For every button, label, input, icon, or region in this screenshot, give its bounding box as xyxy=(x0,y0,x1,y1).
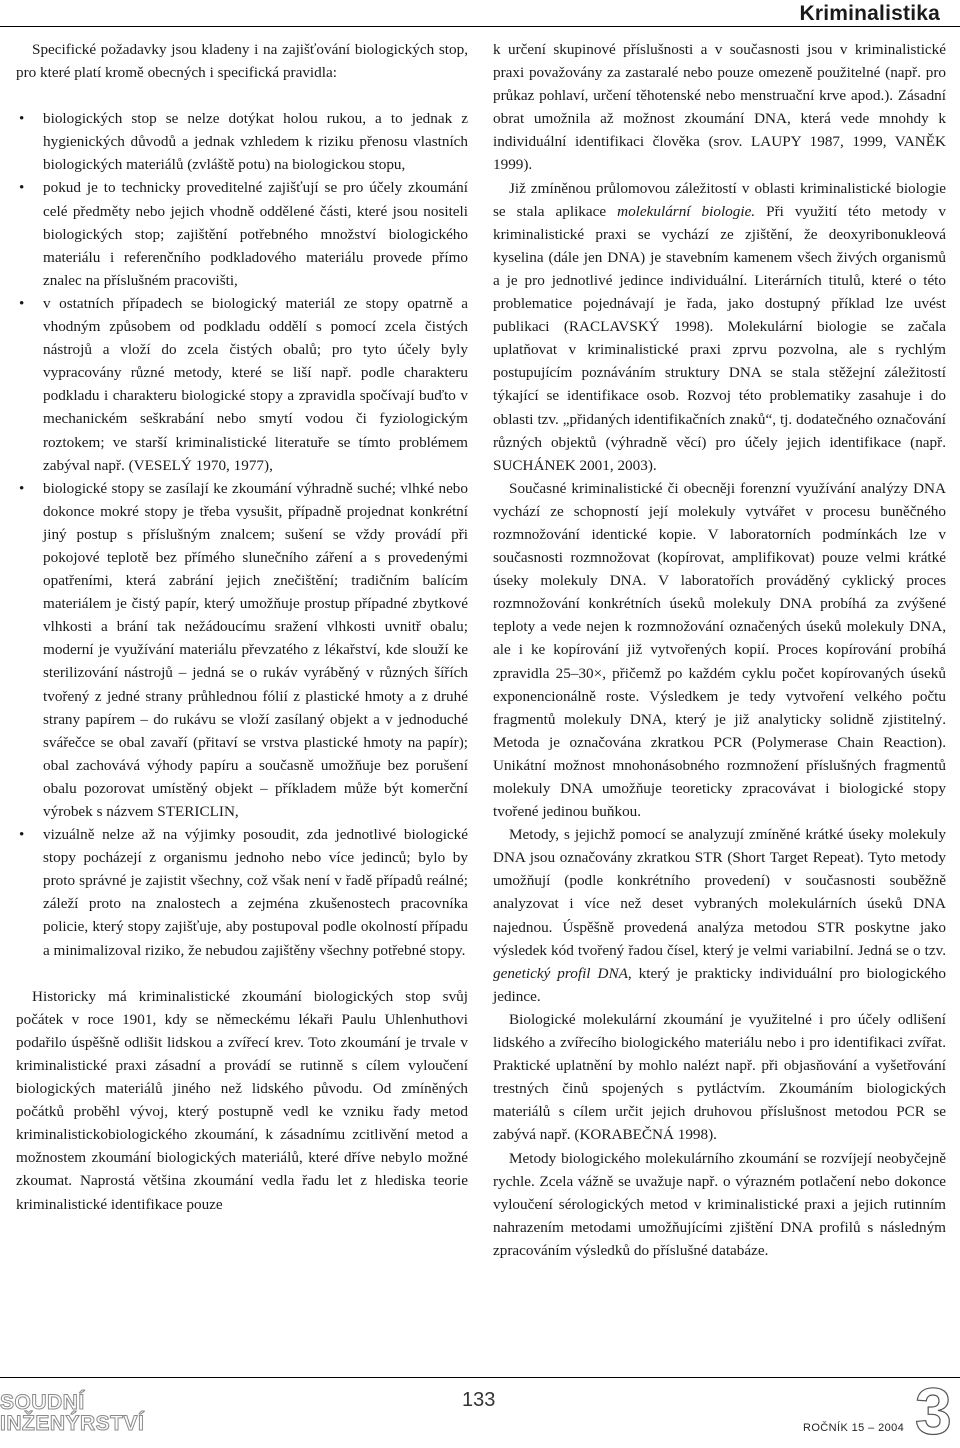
page-number: 133 xyxy=(462,1389,496,1411)
history-paragraph: Historicky má kriminalistické zkoumání biologických stop svůj počátek v roce 1901, kdy se německému lékaři Paulu Uhlenhuthovi podařilo úspěšně odlišit lidskou a zvířecí krev. Toto zkoumání je trvale v kriminalistické praxi zásadní a provádí se rutinně s cílem vyloučení biologických materiálů jiného než lidského původu. Od zmíněných počátků proběhl vývoj, který postupně vedl ke vzniku řady metod kriminalistickobiologického zkoumání, k zásadnímu zcitlivění metod a možnostem zkoumání biologických materiálů, které dříve nebylo možné zkoumat. Naprostá většina zkoumání vedla řadu let z hlediska teorie kriminalistické identifikace pouze xyxy=(16,987,468,1213)
paragraph-continuation: k určení skupinové příslušnosti a v současnosti jsou v kriminalistické praxi považovány za zastaralé nebo pouze omezeně použitelné (např. pro průkaz pohlaví, určení těhotenské nebo menstruační krve apod.). Zásadní obrat umožnila až možnost zkoumání DNA, která vede mnohdy k individuální identifikaci člověka (srov. LAUPY 1987, 1999, VANĚK 1999). xyxy=(493,41,946,174)
paragraph-species: Biologické molekulární zkoumání je využitelné i pro účely odlišení lidského a zvířecího biologického materiálu nebo i pro identifikaci zvířat. Praktické uplatnění by mohlo nalézt např. při objasňování a vyšetřování trestných činů spojených s pytláctvím. Zkoumáním biologických materiálů s cílem určit jejich druhovou příslušnost metodou PCR se zabývá např. (KORABEČNÁ 1998). xyxy=(493,1010,946,1144)
right-column xyxy=(493,38,946,1262)
list-item: • biologické stopy se zasílají ke zkoumání výhradně suché; vlhké nebo dokonce mokré stopy je třeba vysušit, případně projednat konkrétní jiný postup s příslušným znalcem; sušení se vždy provádí při pokojové teplotě bez přímého slunečního záření a s provedenými opatřeními, která zabrání jejich znečištění; tradičním balícím materiálem je čistý papír, který umožňuje prostup případné zbytkové vlhkosti a brání tak nežádoucímu sražení vlhkosti uvnitř obalu; moderní je využívání materiálu převzatého z lékařství, kde slouží ke sterilizování nástrojů – jedná se o rukáv vyráběný v různých šířích tvořený z jedné strany průhlednou fólií z plastické hmoty a z druhé strany papírem – do rukávu se vloží zasílaný objekt a v jednoduché svářečce se obal zavaří (přitaví se vrstva plastické hmoty na papír); obal zachovává výhody papíru a současně umožňuje bez porušení obalu pozorovat umístěný objekt – příkladem může být komerční výrobek s názvem STERICLIN, xyxy=(16,477,468,823)
list-item: • pokud je to technicky proveditelné zajišťují se pro účely zkoumání celé předměty nebo jejich vhodně oddělené části, které jsou nositeli biologických stop; zajištění potřebného množství biologického materiálu i referenčního podkladového materiálu provede přímo znalec na příslušném pracovišti, xyxy=(16,176,468,291)
emphasis-term: genetický profil DNA xyxy=(493,964,628,982)
requirements-list xyxy=(16,107,468,961)
emphasis-term: molekulární biologie. xyxy=(617,202,756,220)
list-item: • vizuálně nelze až na výjimky posoudit, zda jednotlivé biologické stopy pocházejí z organismu jednoho nebo více jedinců; bylo by proto správné je zajistit všechny, což však není v řadě případů reálné; záleží proto na znalostech a zejména zkušenostech pracovníka policie, který stopy zajišťuje, aby postupoval podle okolností případu a minimalizoval riziko, že nebudou zajištěny všechny potřebné stopy. xyxy=(16,823,468,962)
left-column xyxy=(16,38,468,1216)
list-item: • v ostatních případech se biologický materiál ze stopy opatrně a vhodným způsobem od podkladu oddělí s pomocí zcela čistých nástrojů a vloží do zcela čistých obalů; pro tyto účely byly vypracovány různé metody, které se liší např. podle charakteru podkladu i charakteru biologické stopy a zpravidla spočívají buďto v mechanickém seškrabání nebo smytí vodou či fyziologickým roztokem; ve starší kriminalistické literatuře se tímto problémem zabýval např. (VESELÝ 1970, 1977), xyxy=(16,292,468,477)
journal-section-title: Kriminalistika xyxy=(799,2,940,25)
journal-logo: SOUDNÍ INŽENÝRSTVÍ xyxy=(0,1391,145,1435)
list-item: • biologických stop se nelze dotýkat holou rukou, a to jednak z hygienických důvodů a jednak vzhledem k riziku přenosu vlastních biologických materiálů (zvláště potu) na biologickou stopu, xyxy=(16,107,468,176)
paragraph-outlook: Metody biologického molekulárního zkoumání se rozvíjejí neobyčejně rychle. Zcela vážně se uvažuje např. o výrazném potlačení nebo dokonce vyloučení sérologických metod v kriminalistické praxi a jejich rutinním nahrazením metodami umožňujícími zjištění DNA profilů s následným zpracováním výsledků do příslušné databáze. xyxy=(493,1149,946,1259)
footer-divider xyxy=(0,1377,960,1378)
intro-paragraph: Specifické požadavky jsou kladeny i na zajišťování biologických stop, pro které platí kromě obecných i specifická pravidla: xyxy=(16,41,468,82)
header-divider xyxy=(0,26,960,27)
paragraph-str: Metody, s jejichž pomocí se analyzují zmíněné krátké úseky molekuly DNA jsou označovány zkratkou STR (Short Target Repeat). Tyto metody umožňují (podle konkrétního provedení) v současnosti souběžně analyzovat i více než deset vybraných molekulárních úseků DNA najednou. Úspěšně provedená analýza metodou STR poskytne jako výsledek kód tvořený řadou čísel, který je velmi variabilní. Jedná se o tzv. genetický profil DNA, který je prakticky individuální pro biologického jedince. xyxy=(493,826,946,1005)
volume-year: ROČNÍK 15 – 2004 xyxy=(803,1422,905,1434)
paragraph-molecular-biology: Již zmíněnou průlomovou záležitostí v oblasti kriminalistické biologie se stala aplikace molekulární biologie. Při využití této metody v kriminalistické praxi se vychází ze zjištění, že deoxyribonukleová kyselina (dále jen DNA) je stavebním kamenem všech živých organismů a je pro jednotlivé jedince individuální. Literárních titulů, které o této problematice pojednávají je řada, jako dostupný příklad lze uvést publikaci (RACLAVSKÝ 1998). Molekulární biologie se začala uplatňovat v kriminalistické praxi zprvu pozvolna, ale s rychlým postupujícím poznáváním struktury DNA se stala stěžejní záležitostí týkající se identifikace osob. Rozvoj této problematiky zasahuje i do oblasti tzv. „přidaných identifikačních znaků“, tj. dodatečného označování různých objektů (výhradně věcí) pro účely jejich identifikace (např. SUCHÁNEK 2001, 2003). xyxy=(493,179,947,474)
paragraph-pcr: Současné kriminalistické či obecněji forenzní využívání analýzy DNA vychází ze schopností její molekuly vytvářet v procesu buněčného rozmnožování identické kopie. V laboratorních podmínkách lze v současnosti rozmnožovat (kopírovat, amplifikovat) pouze velmi krátké úseky molekuly DNA. V laboratořích prováděný cyklický proces rozmnožování konkrétních úseků molekuly DNA probíhá za zvýšené teploty a vede nejen k rozmnožování označených úseků molekuly DNA, ale i ke kopírování již vytvořených kopií. Proces kopírování probíhá zpravidla 25–30×, přičemž po každém cyklu počet kopírovaných úseků exponencionálně roste. Výsledkem je tedy vytvoření velkého počtu fragmentů molekuly DNA, který je již analyticky solidně zjistitelný. Metoda je označována zkratkou PCR (Polymerase Chain Reaction). Unikátní možnost mnohonásobného rozmnožení příslušných fragmentů molekuly DNA umožňuje teoreticky zpracovávat i biologické stopy tvořené jedinou buňkou. xyxy=(493,479,946,821)
issue-number: 3 xyxy=(915,1374,952,1448)
